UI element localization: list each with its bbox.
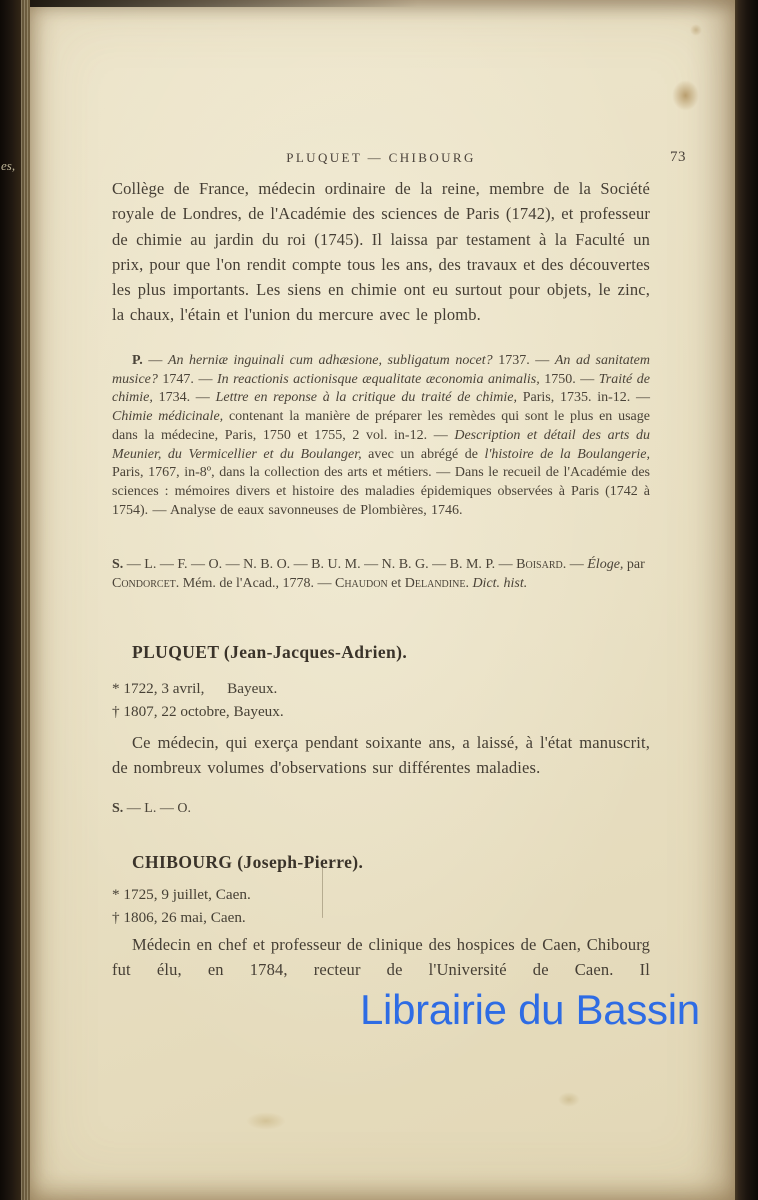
- running-head: [112, 149, 686, 166]
- book-left-edge: [0, 0, 30, 1200]
- death-line: † 1807, 22 octobre, Bayeux.: [112, 702, 284, 720]
- entry-references-pluquet: S. — L. — O.: [112, 801, 191, 816]
- page-number: 73: [670, 149, 686, 165]
- entry-body-chibourg: Médecin en chef et professeur de clinique des hospices de Caen, Chibourg fut élu, en 1784, recteur de l'Université de Caen. Il: [112, 935, 650, 980]
- book-right-edge: [735, 0, 758, 1200]
- book-page: [30, 0, 735, 1200]
- entry-vitals-pluquet: [112, 678, 650, 723]
- paper-stain: [672, 80, 699, 111]
- paragraph-continuation: Collège de France, médecin ordinaire de la reine, membre de la Société royale de Londres, de l'Académie des sciences de Paris (1742), et professeur de chimie au jardin du roi (1745). Il laissa par testament à la Faculté un prix, pour que l'on rendit compte tous les ans, des travaux et des découvertes les plus importants. Les siens en chimie ont eu surtout pour objets, le zinc, la chaux, l'étain et l'union du mercure avec le plomb.: [112, 179, 650, 325]
- entry-vitals-chibourg: [112, 884, 650, 929]
- birth-line: * 1725, 9 juillet, Caen.: [112, 886, 251, 903]
- death-line: † 1806, 26 mai, Caen.: [112, 908, 246, 926]
- entry-heading-pluquet: PLUQUET (Jean-Jacques-Adrien).: [132, 642, 408, 662]
- running-head-title: PLUQUET — CHIBOURG: [286, 150, 476, 165]
- references-paragraph: S. — L. — F. — O. — N. B. O. — B. U. M. — N. B. G. — B. M. P. — Boisard. — Éloge, par Condorcet. Mém. de l'Acad., 1778. — Chaudon et Delandine. Dict. hist.: [112, 557, 645, 591]
- entry-heading-chibourg: CHIBOURG (Joseph-Pierre).: [132, 852, 364, 872]
- watermark: Librairie du Bassin: [360, 986, 700, 1033]
- adjacent-page-text-fragment: es,: [1, 158, 16, 173]
- entry-body-pluquet: Ce médecin, qui exerça pendant soixante ans, a laissé, à l'état manuscrit, de nombreux volumes d'observations sur différentes maladies.: [112, 733, 650, 778]
- bibliography-paragraph: P. — An herniæ inguinali cum adhæsione, subligatum nocet? 1737. — An ad sanitatem musice? 1747. — In reactionis actionisque æqualitate æconomia animalis, 1750. — Traité de chimie, 1734. — Lettre en reponse à la critique du traité de chimie, Paris, 1735. in-12. — Chimie médicinale, contenant la manière de préparer les remèdes qui sont le plus en usage dans la médecine, Paris, 1750 et 1755, 2 vol. in-12. — Description et détail des arts du Meunier, du Vermicellier et du Boulanger, avec un abrégé de l'histoire de la Boulangerie, Paris, 1767, in-8º, dans la collection des arts et métiers. — Dans le recueil de l'Académie des sciences : mémoires divers et histoire des maladies épidemiques observées à Paris (1742 à 1754). — Analyse de eaux savonneuses de Plombières, 1746.: [112, 353, 651, 518]
- birth-line: * 1722, 3 avril, Bayeux.: [112, 680, 278, 697]
- paper-stain: [690, 24, 702, 36]
